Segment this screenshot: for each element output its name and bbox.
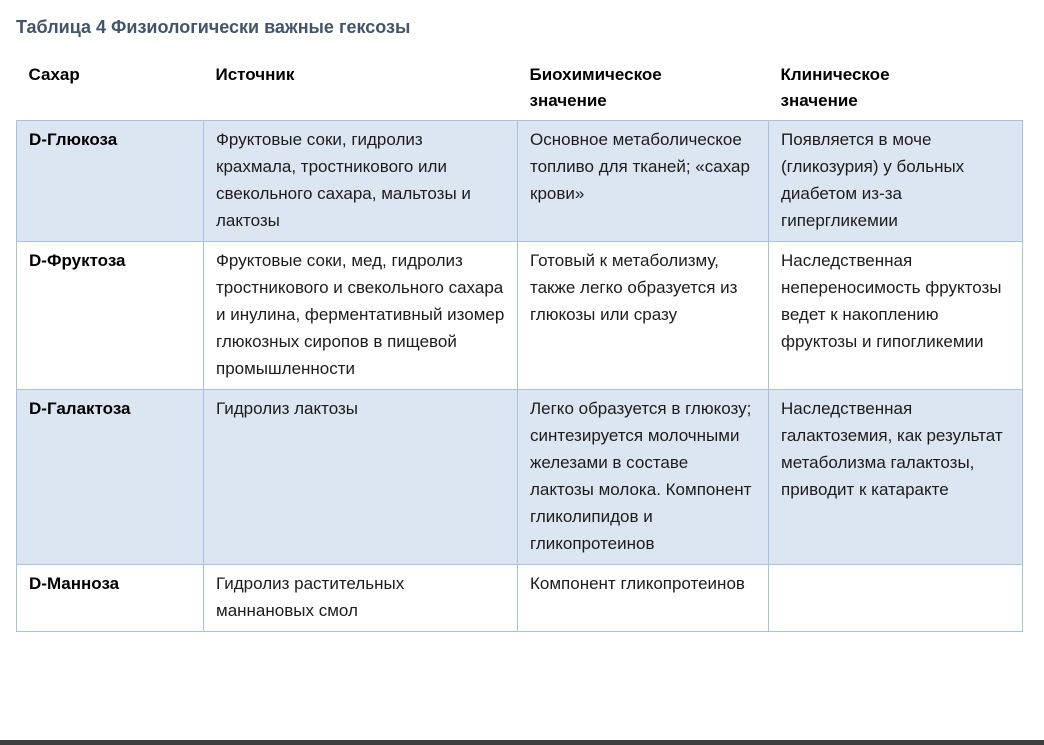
cell-biochemical: Компонент гликопротеинов [518, 565, 769, 632]
cell-source: Фруктовые соки, мед, гидролиз тростникового и свекольного сахара и инулина, ферментативный изомер глюкозных сиропов в пищевой промышленности [204, 242, 518, 390]
cell-clinical: Появляется в моче (гликозурия) у больных диабетом из-за гипергликемии [769, 121, 1023, 242]
table-title: Таблица 4 Физиологически важные гексозы [16, 17, 411, 37]
cell-clinical: Наследственная непереносимость фруктозы ведет к накоплению фруктозы и гипогликемии [769, 242, 1023, 390]
header-source [204, 60, 518, 121]
header-sugar-label: Сахар [28, 65, 80, 84]
header-biochemical-label: Биохимическое значение [529, 65, 662, 110]
window-bottom-edge [0, 740, 1044, 745]
cell-clinical [769, 565, 1023, 632]
cell-sugar-name: D-Глюкоза [17, 121, 204, 242]
cell-source: Гидролиз лактозы [204, 390, 518, 565]
hexose-table [16, 60, 1023, 632]
cell-sugar-name: D-Галактоза [17, 390, 204, 565]
cell-sugar-name: D-Манноза [17, 565, 204, 632]
table-row [17, 565, 1023, 632]
header-sugar [17, 60, 204, 121]
cell-clinical: Наследственная галактоземия, как результат метаболизма галактозы, приводит к катаракте [769, 390, 1023, 565]
table-row [17, 121, 1023, 242]
cell-source: Гидролиз растительных маннановых смол [204, 565, 518, 632]
header-source-label: Источник [215, 65, 295, 84]
cell-biochemical: Легко образуется в глюкозу; синтезируется молочными железами в составе лактозы молока. Компонент гликолипидов и гликопротеинов [518, 390, 769, 565]
header-biochemical [518, 60, 769, 121]
table-row [17, 242, 1023, 390]
cell-biochemical: Основное метаболическое топливо для тканей; «сахар крови» [518, 121, 769, 242]
table-row [17, 390, 1023, 565]
header-clinical-label: Клиническое значение [780, 65, 890, 110]
header-clinical [769, 60, 1023, 121]
cell-biochemical: Готовый к метаболизму, также легко образуется из глюкозы или сразу [518, 242, 769, 390]
table-header-row [17, 60, 1023, 121]
cell-sugar-name: D-Фруктоза [17, 242, 204, 390]
cell-source: Фруктовые соки, гидролиз крахмала, тростникового или свекольного сахара, мальтозы и лактозы [204, 121, 518, 242]
